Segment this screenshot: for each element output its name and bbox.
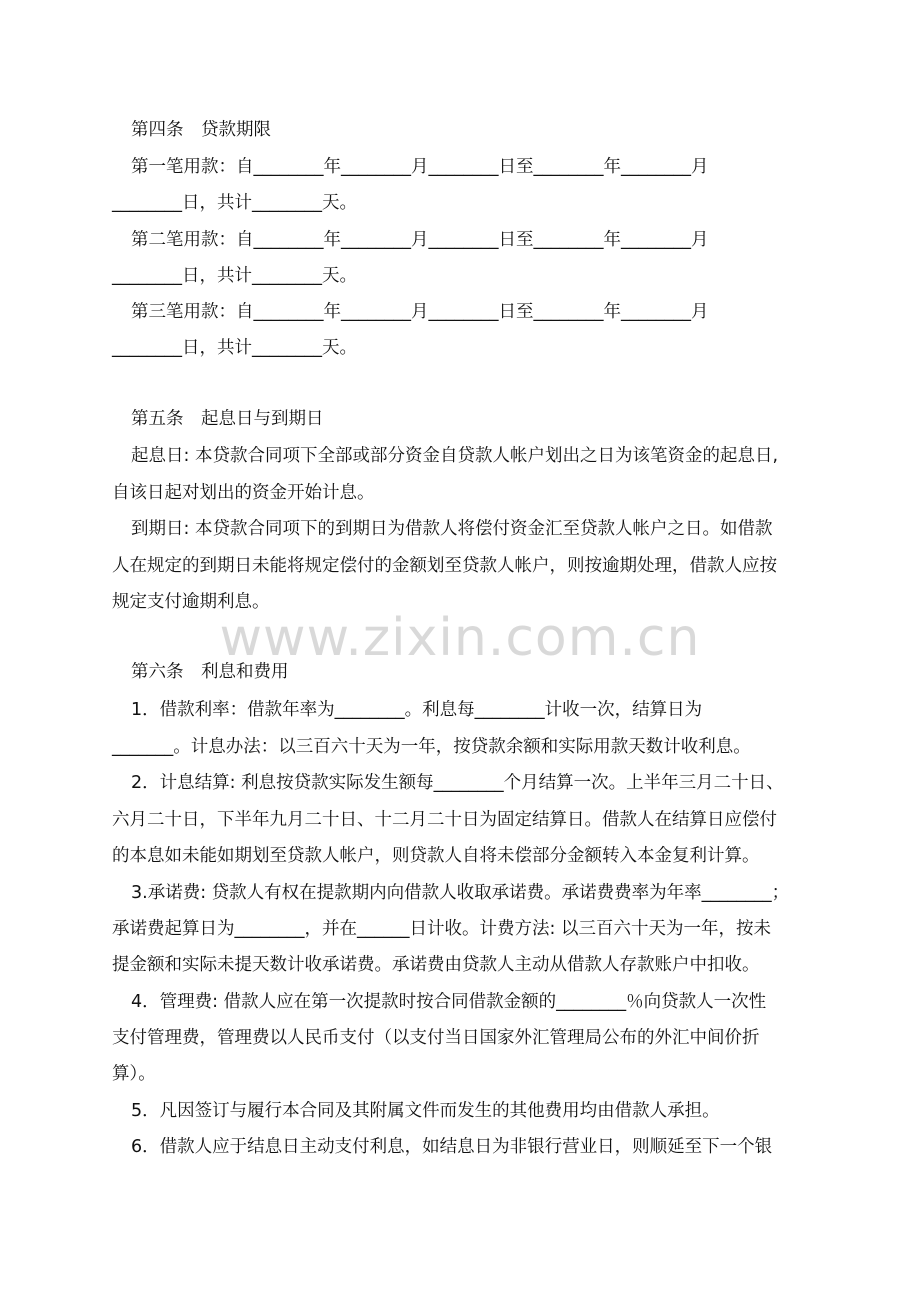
heading-article-5: 第五条 起息日与到期日 [131, 409, 324, 429]
text-line: 4．管理费: 借款人应在第一次提款时按合同借款金额的________％向贷款人一次性 [131, 992, 767, 1012]
text-line: 承诺费起算日为________，并在______日计收。计费方法: 以三百六十天为一年，按未 [112, 919, 771, 939]
text-line: 起息日: 本贷款合同项下全部或部分资金自贷款人帐户划出之日为该笔资金的起息日, [131, 446, 779, 466]
text-line: 六月二十日，下半年九月二十日、十二月二十日为固定结算日。借款人在结算日应偿付 [112, 810, 777, 830]
text-line: 规定支付逾期利息。 [112, 592, 270, 612]
text-line: 自该日起对划出的资金开始计息。 [112, 483, 375, 503]
text-line: 第三笔用款：自________年________月________日至________年________月 [131, 302, 709, 322]
text-line: ________日，共计________天。 [112, 338, 357, 358]
heading-article-6: 第六条 利息和费用 [131, 662, 289, 682]
text-line: 支付管理费，管理费以人民币支付（以支付当日国家外汇管理局公布的外汇中间价折 [112, 1028, 760, 1048]
heading-article-4: 第四条 贷款期限 [131, 120, 271, 140]
text-line: 6．借款人应于结息日主动支付利息，如结息日为非银行营业日，则顺延至下一个银 [131, 1137, 773, 1157]
text-line: 第一笔用款：自________年________月________日至________年________月 [131, 157, 709, 177]
watermark: www.zixin.com.cn [219, 608, 701, 668]
text-line: 人在规定的到期日未能将规定偿付的金额划至贷款人帐户，则按逾期处理，借款人应按 [112, 556, 777, 576]
text-line: 提金额和实际未提天数计收承诺费。承诺费由贷款人主动从借款人存款账户中扣收。 [112, 955, 760, 975]
text-line: ________日，共计________天。 [112, 193, 357, 213]
text-line: _______。计息办法：以三百六十天为一年，按贷款余额和实际用款天数计收利息。 [112, 737, 751, 757]
text-line: 2．计息结算: 利息按贷款实际发生额每________个月结算一次。上半年三月二十日、 [131, 773, 784, 793]
text-line: 5．凡因签订与履行本合同及其附属文件而发生的其他费用均由借款人承担。 [131, 1101, 720, 1121]
text-line: 到期日: 本贷款合同项下的到期日为借款人将偿付资金汇至贷款人帐户之日。如借款 [131, 519, 773, 539]
text-line: 3.承诺费: 贷款人有权在提款期内向借款人收取承诺费。承诺费费率为年率________； [131, 883, 790, 903]
text-line: 第二笔用款：自________年________月________日至________年________月 [131, 230, 709, 250]
text-line: 算）。 [112, 1064, 156, 1084]
text-line: 1．借款利率：借款年率为________。利息每________计收一次，结算日为 [131, 700, 703, 720]
text-line: ________日，共计________天。 [112, 266, 357, 286]
text-line: 的本息如未能如期划至贷款人帐户，则贷款人自将未偿部分金额转入本金复利计算。 [112, 846, 760, 866]
